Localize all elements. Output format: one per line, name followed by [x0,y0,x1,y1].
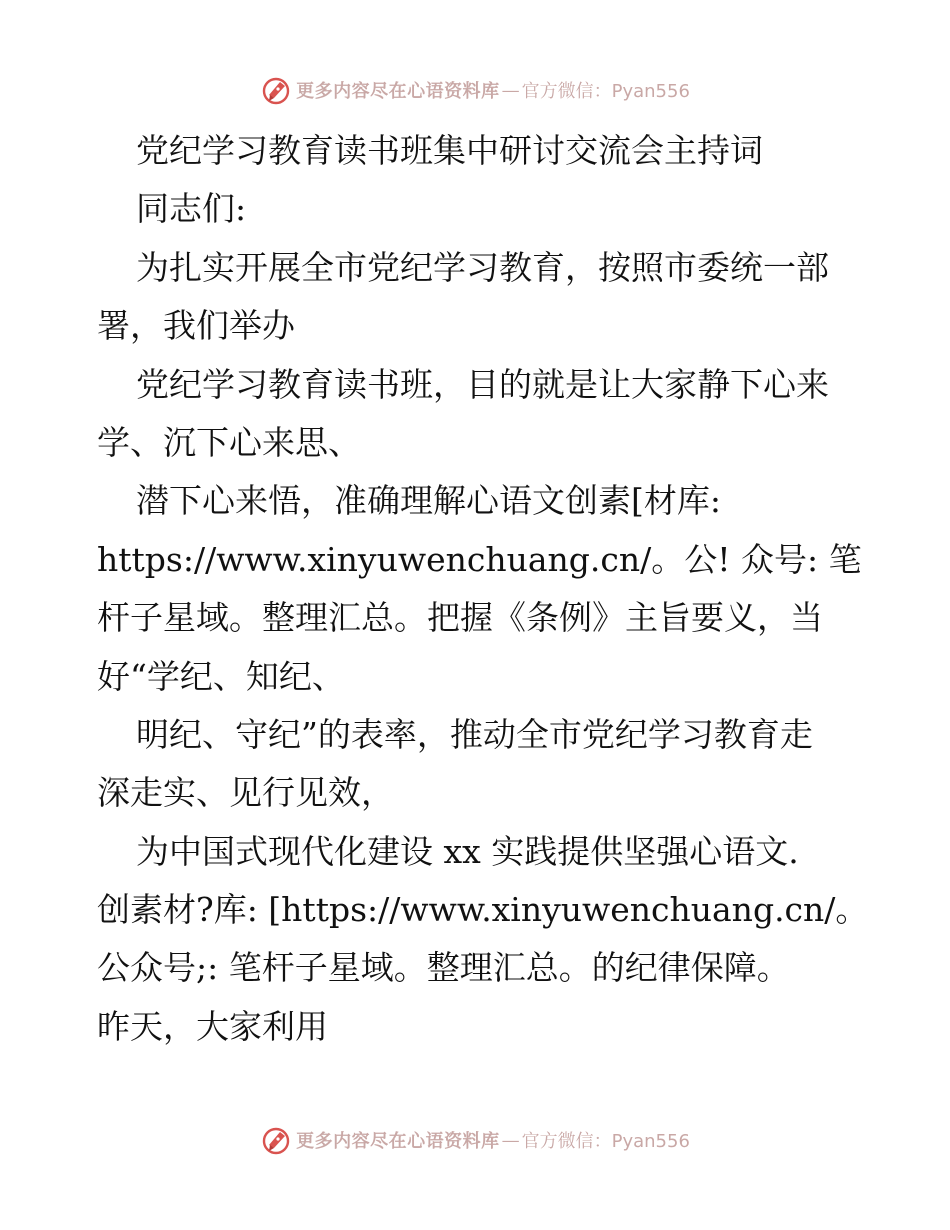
text-line: 公众号;: 笔杆子星域。整理汇总。的纪律保障。 [97,948,790,988]
text-line: 好“学纪、知纪、 [97,656,345,696]
text-line: 昨天，大家利用 [97,1006,328,1046]
document-title: 党纪学习教育读书班集中研讨交流会主持词 [136,131,763,170]
text-line: 创素材?库: [https://www.xinyuwenchuang.cn/。 [97,890,869,930]
pen-nib-circle-icon [260,1124,292,1156]
pen-nib-circle-icon [260,74,292,106]
banner-wechat: 官方微信：Pyan556 [521,81,690,102]
text-line: 深走实、见行见效， [97,773,394,813]
text-line: 党纪学习教育读书班，目的就是让大家静下心来 [136,364,829,404]
document-body [97,122,869,1056]
text-line: 学、沉下心来思、 [97,422,361,462]
header-banner [0,72,950,108]
banner-wechat: 官方微信：Pyan556 [521,1131,690,1152]
text-line: 杆子星域。整理汇总。把握《条例》主旨要义，当 [97,598,823,638]
text-line: 为中国式现代化建设 xx 实践提供坚强心语文. [136,831,799,871]
banner-text: 更多内容尽在心语资料库 [296,1131,500,1152]
footer-banner [0,1122,950,1158]
text-line: 明纪、守纪”的表率，推动全市党纪学习教育走 [136,714,813,754]
banner-dash: — [501,1129,520,1151]
salutation: 同志们: [136,189,247,229]
text-line: https://www.xinyuwenchuang.cn/。公! 众号: 笔 [97,539,862,579]
text-line: 为扎实开展全市党纪学习教育，按照市委统一部 [136,247,829,287]
text-line: 潜下心来悟，准确理解心语文创素[材库: [136,481,721,521]
banner-text: 更多内容尽在心语资料库 [296,81,500,102]
banner-dash: — [501,79,520,101]
text-line: 署，我们举办 [97,306,295,346]
